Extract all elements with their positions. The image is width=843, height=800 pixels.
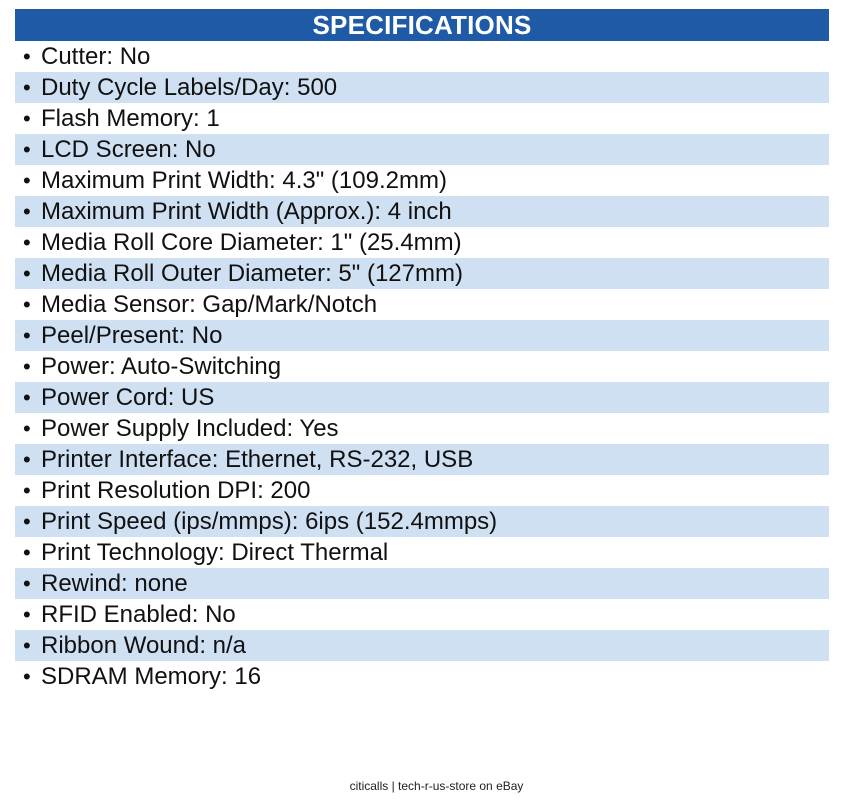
spec-text: Ribbon Wound: n/a [41, 632, 247, 659]
spec-text: Print Resolution DPI: 200 [41, 477, 311, 504]
bullet-icon: • [23, 633, 31, 658]
spec-row [15, 630, 829, 661]
bullet-icon: • [23, 478, 31, 503]
spec-text: Power Supply Included: Yes [41, 415, 339, 442]
spec-text: SDRAM Memory: 16 [41, 663, 262, 690]
bullet-icon: • [23, 385, 31, 410]
spec-row [15, 506, 829, 537]
spec-text: Media Roll Core Diameter: 1" (25.4mm) [41, 229, 462, 256]
spec-row [15, 165, 829, 196]
bullet-icon: • [23, 44, 31, 69]
spec-text: Flash Memory: 1 [41, 105, 220, 132]
spec-text: Media Sensor: Gap/Mark/Notch [41, 291, 378, 318]
spec-row [15, 661, 829, 692]
spec-text: Print Speed (ips/mmps): 6ips (152.4mmps) [41, 508, 498, 535]
spec-row [15, 537, 829, 568]
spec-row [15, 568, 829, 599]
bullet-icon: • [23, 75, 31, 100]
bullet-icon: • [23, 230, 31, 255]
spec-row [15, 134, 829, 165]
spec-row [15, 444, 829, 475]
spec-text: Maximum Print Width (Approx.): 4 inch [41, 198, 452, 225]
bullet-icon: • [23, 199, 31, 224]
spec-row [15, 599, 829, 630]
spec-row [15, 227, 829, 258]
spec-row [15, 258, 829, 289]
bullet-icon: • [23, 540, 31, 565]
spec-text: Cutter: No [41, 43, 151, 70]
bullet-icon: • [23, 261, 31, 286]
bullet-icon: • [23, 416, 31, 441]
spec-text: Power Cord: US [41, 384, 215, 411]
bullet-icon: • [23, 602, 31, 627]
bullet-icon: • [23, 292, 31, 317]
bullet-icon: • [23, 571, 31, 596]
bullet-icon: • [23, 354, 31, 379]
bullet-icon: • [23, 106, 31, 131]
spec-text: RFID Enabled: No [41, 601, 236, 628]
spec-text: Duty Cycle Labels/Day: 500 [41, 74, 338, 101]
spec-text: Rewind: none [41, 570, 188, 597]
spec-row [15, 351, 829, 382]
spec-text: Power: Auto-Switching [41, 353, 282, 380]
spec-text: Printer Interface: Ethernet, RS-232, USB [41, 446, 474, 473]
bullet-icon: • [23, 664, 31, 689]
bullet-icon: • [23, 137, 31, 162]
spec-text: Maximum Print Width: 4.3" (109.2mm) [41, 167, 447, 194]
specifications-list [15, 41, 829, 692]
spec-row [15, 320, 829, 351]
bullet-icon: • [23, 323, 31, 348]
spec-text: Peel/Present: No [41, 322, 223, 349]
spec-row [15, 103, 829, 134]
spec-text: Media Roll Outer Diameter: 5" (127mm) [41, 260, 463, 287]
spec-row [15, 475, 829, 506]
spec-text: Print Technology: Direct Thermal [41, 539, 389, 566]
spec-text: LCD Screen: No [41, 136, 216, 163]
footer-credit: citicalls | tech-r-us-store on eBay [349, 779, 524, 793]
specifications-header [15, 9, 829, 41]
page-title: SPECIFICATIONS [312, 9, 532, 40]
spec-row [15, 41, 829, 72]
bullet-icon: • [23, 168, 31, 193]
spec-row [15, 382, 829, 413]
spec-row [15, 72, 829, 103]
bullet-icon: • [23, 509, 31, 534]
spec-row [15, 196, 829, 227]
spec-row [15, 413, 829, 444]
bullet-icon: • [23, 447, 31, 472]
spec-row [15, 289, 829, 320]
